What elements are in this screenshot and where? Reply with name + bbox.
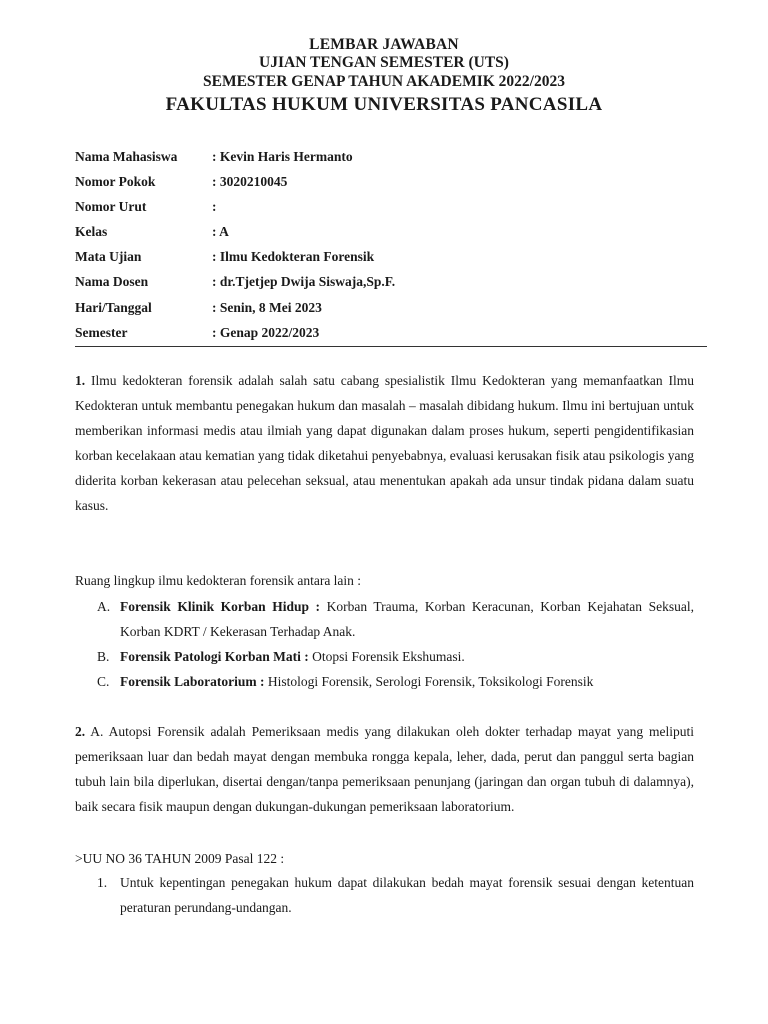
answer-1-number: 1.	[75, 373, 86, 388]
list-item	[75, 870, 694, 920]
info-label: Nama Dosen	[75, 274, 149, 290]
info-row-date	[75, 300, 707, 325]
info-value: :	[212, 199, 217, 215]
info-value: : Senin, 8 Mei 2023	[212, 299, 322, 315]
law-reference: >UU NO 36 TAHUN 2009 Pasal 122 :	[75, 851, 285, 866]
info-value: : Kevin Haris Hermanto	[212, 149, 353, 164]
scope-title: Forensik Patologi Korban Mati :	[120, 649, 309, 664]
header-semester: SEMESTER GENAP TAHUN AKADEMIK 2022/2023	[202, 73, 565, 90]
scope-title: Forensik Klinik Korban Hidup :	[120, 599, 321, 614]
info-label: Nomor Urut	[75, 199, 147, 215]
info-label: Semester	[75, 324, 128, 340]
info-row-name	[75, 149, 707, 174]
header-title: LEMBAR JAWABAN	[309, 36, 459, 53]
answer-1-paragraph	[75, 368, 694, 518]
scope-text: Otopsi Forensik Ekshumasi.	[308, 649, 465, 664]
answer-2-number: 2.	[75, 724, 86, 739]
answer-2-paragraph	[75, 719, 694, 819]
info-value: : Genap 2022/2023	[212, 324, 320, 340]
info-label: Nomor Pokok	[75, 174, 156, 190]
law-list	[75, 870, 694, 920]
info-label: Mata Ujian	[75, 249, 142, 265]
info-row-subject	[75, 249, 707, 274]
info-row-class	[75, 224, 707, 249]
info-value: : 3020210045	[212, 174, 288, 190]
list-marker: B.	[97, 649, 110, 664]
scope-title: Forensik Laboratorium :	[120, 674, 265, 689]
scope-text: Histologi Forensik, Serologi Forensik, Toksikologi Forensik	[264, 674, 594, 689]
list-item	[75, 594, 694, 644]
info-label: Kelas	[75, 224, 108, 240]
info-value: : A	[212, 224, 229, 240]
list-item	[75, 669, 694, 694]
list-item	[75, 644, 694, 669]
header-exam-name: UJIAN TENGAN SEMESTER (UTS)	[259, 54, 509, 71]
answer-1-text: Ilmu kedokteran forensik adalah salah satu cabang spesialistik Ilmu Kedokteran yang memanfaatkan Ilmu Kedokteran untuk membantu penegakan hukum dan masalah – masalah dibidang hukum. Ilmu ini bertujuan untuk memberikan informasi medis atau ilmiah yang dapat digunakan dalam proses hukum, seperti pengidentifikasian korban kecelakaan atau kematian yang tidak diketahui penyebabnya, evaluasi kerusakan fisik atau psikologis yang diderita korban kekerasan atau pelecehan seksual, atau menentukan apakah ada unsur tindak pidana dalam suatu kasus.	[75, 373, 694, 513]
law-item-text: Untuk kepentingan penegakan hukum dapat dilakukan bedah mayat forensik sesuai dengan ketentuan peraturan perundang-undangan.	[120, 875, 694, 915]
info-value: : dr.Tjetjep Dwija Siswaja,Sp.F.	[212, 274, 396, 290]
scope-text: Korban Trauma, Korban Keracunan, Korban Kejahatan Seksual, Korban KDRT / Kekerasan Terhadap Anak.	[120, 599, 694, 639]
student-info-table	[75, 149, 707, 350]
info-row-sequence-number	[75, 199, 707, 224]
answer-2-text: A. Autopsi Forensik adalah Pemeriksaan medis yang dilakukan oleh dokter terhadap mayat yang meliputi pemeriksaan luar dan bedah mayat dengan membuka rongga kepala, leher, dada, perut dan panggul serta bagian tubuh lain bila diperlukan, disertai dengan/tanpa pemeriksaan penunjang (jaringan dan organ tubuh di dalamnya), baik secara fisik maupun dengan dukungan-dukungan pemeriksaan laboratorium.	[75, 724, 694, 814]
info-row-student-number	[75, 174, 707, 199]
info-row-lecturer	[75, 274, 707, 299]
info-value: : Ilmu Kedokteran Forensik	[212, 249, 375, 265]
list-marker: A.	[97, 599, 111, 614]
list-marker: 1.	[97, 875, 108, 890]
info-label: Nama Mahasiswa	[75, 149, 178, 164]
header-faculty: FAKULTAS HUKUM UNIVERSITAS PANCASILA	[165, 94, 603, 115]
list-marker: C.	[97, 674, 110, 689]
scope-list	[75, 594, 694, 694]
info-label: Hari/Tanggal	[75, 299, 152, 315]
scope-intro: Ruang lingkup ilmu kedokteran forensik antara lain :	[75, 573, 362, 588]
divider-line	[75, 346, 707, 347]
